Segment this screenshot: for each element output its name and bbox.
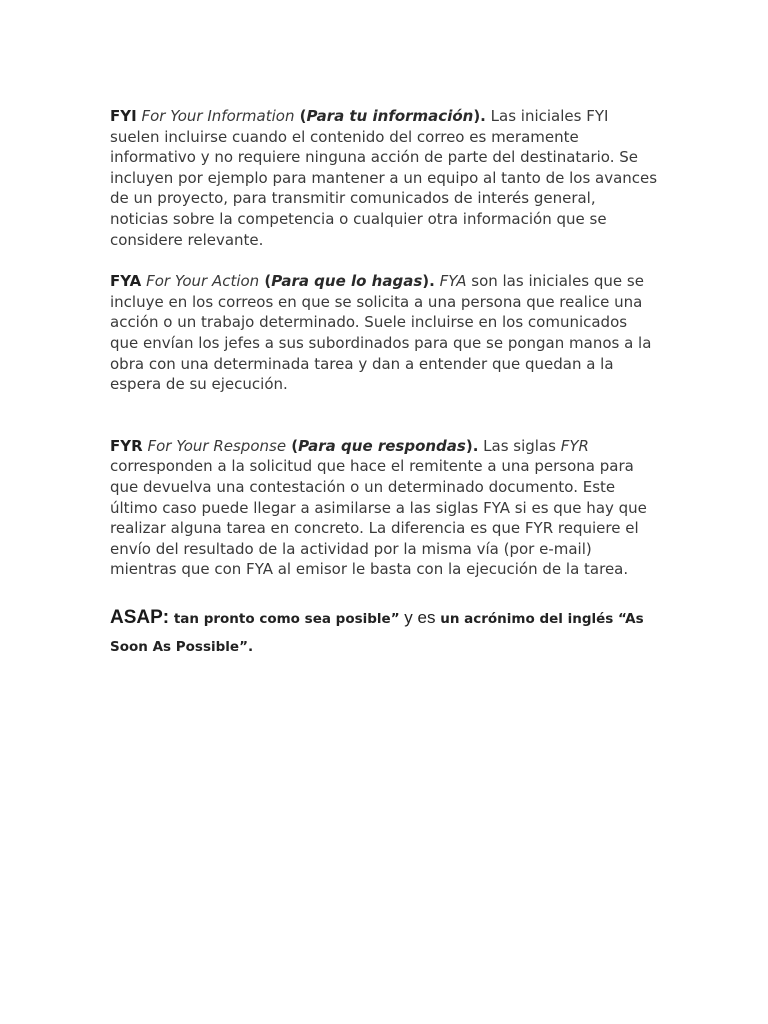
fya-italic-reference: FYA (439, 272, 467, 291)
fyi-body-text: Las iniciales FYI suelen incluirse cuando el contenido del correo es meramente informativo y no requiere ninguna acción de parte del destinatario. Se incluyen por ejemplo para mantener a un equipo al tanto de los avances de un proyecto, para transmitir comunicados de interés general, noticias sobre la competencia o cualquier otra información que se considere relevante. (110, 107, 658, 249)
fyr-translation: Para que respondas (298, 436, 466, 455)
fyi-translation: Para tu información (306, 107, 474, 125)
fyr-body-start: Las siglas (478, 436, 561, 455)
fya-paragraph (110, 271, 658, 395)
fyi-abbreviation: FYI (110, 107, 137, 125)
fyr-paragraph (110, 436, 658, 580)
fyi-close-paren: ). (473, 107, 486, 125)
fyr-expansion: For Your Response (147, 436, 287, 455)
fyr-body-text: corresponden a la solicitud que hace el remitente a una persona para que devuelva una contestación o un determinado documento. Este último caso puede llegar a asimilarse a las siglas FYA si es que hay que realizar alguna tarea en concreto. La diferencia es que FYR requiere el envío del resultado de la actividad por la misma vía (por e-mail) mientras que con FYA al emisor le basta con la ejecución de la tarea. (110, 457, 647, 579)
fya-expansion: For Your Action (146, 272, 260, 291)
fyi-paragraph (110, 106, 658, 250)
fyr-close-paren: ). (465, 436, 479, 455)
asap-description: un acrónimo del inglés “As Soon As Possible”. (110, 610, 644, 655)
fya-open-paren: ( (259, 272, 272, 291)
fyr-open-paren: ( (286, 436, 299, 455)
fyi-open-paren: ( (294, 107, 307, 125)
fyi-expansion: For Your Information (141, 107, 295, 125)
asap-connector: y es (399, 607, 441, 627)
document-page (110, 106, 658, 661)
fya-close-paren: ). (422, 272, 435, 291)
fyr-italic-reference: FYR (560, 436, 589, 455)
asap-abbreviation: ASAP: (110, 606, 170, 628)
fya-abbreviation: FYA (110, 272, 142, 291)
fya-body-text: son las iniciales que se incluye en los correos en que se solicita a una persona que realice una acción o un trabajo determinado. Suele incluirse en los comunicados que envían los jefes a sus subordinados para que se pongan manos a la obra con una determinada tarea y dan a entender que quedan a la espera de su ejecución. (110, 272, 652, 394)
fyr-abbreviation: FYR (110, 436, 143, 455)
asap-paragraph (110, 604, 658, 661)
asap-translation: tan pronto como sea posible” (169, 610, 400, 627)
fya-translation: Para que lo hagas (271, 272, 423, 291)
